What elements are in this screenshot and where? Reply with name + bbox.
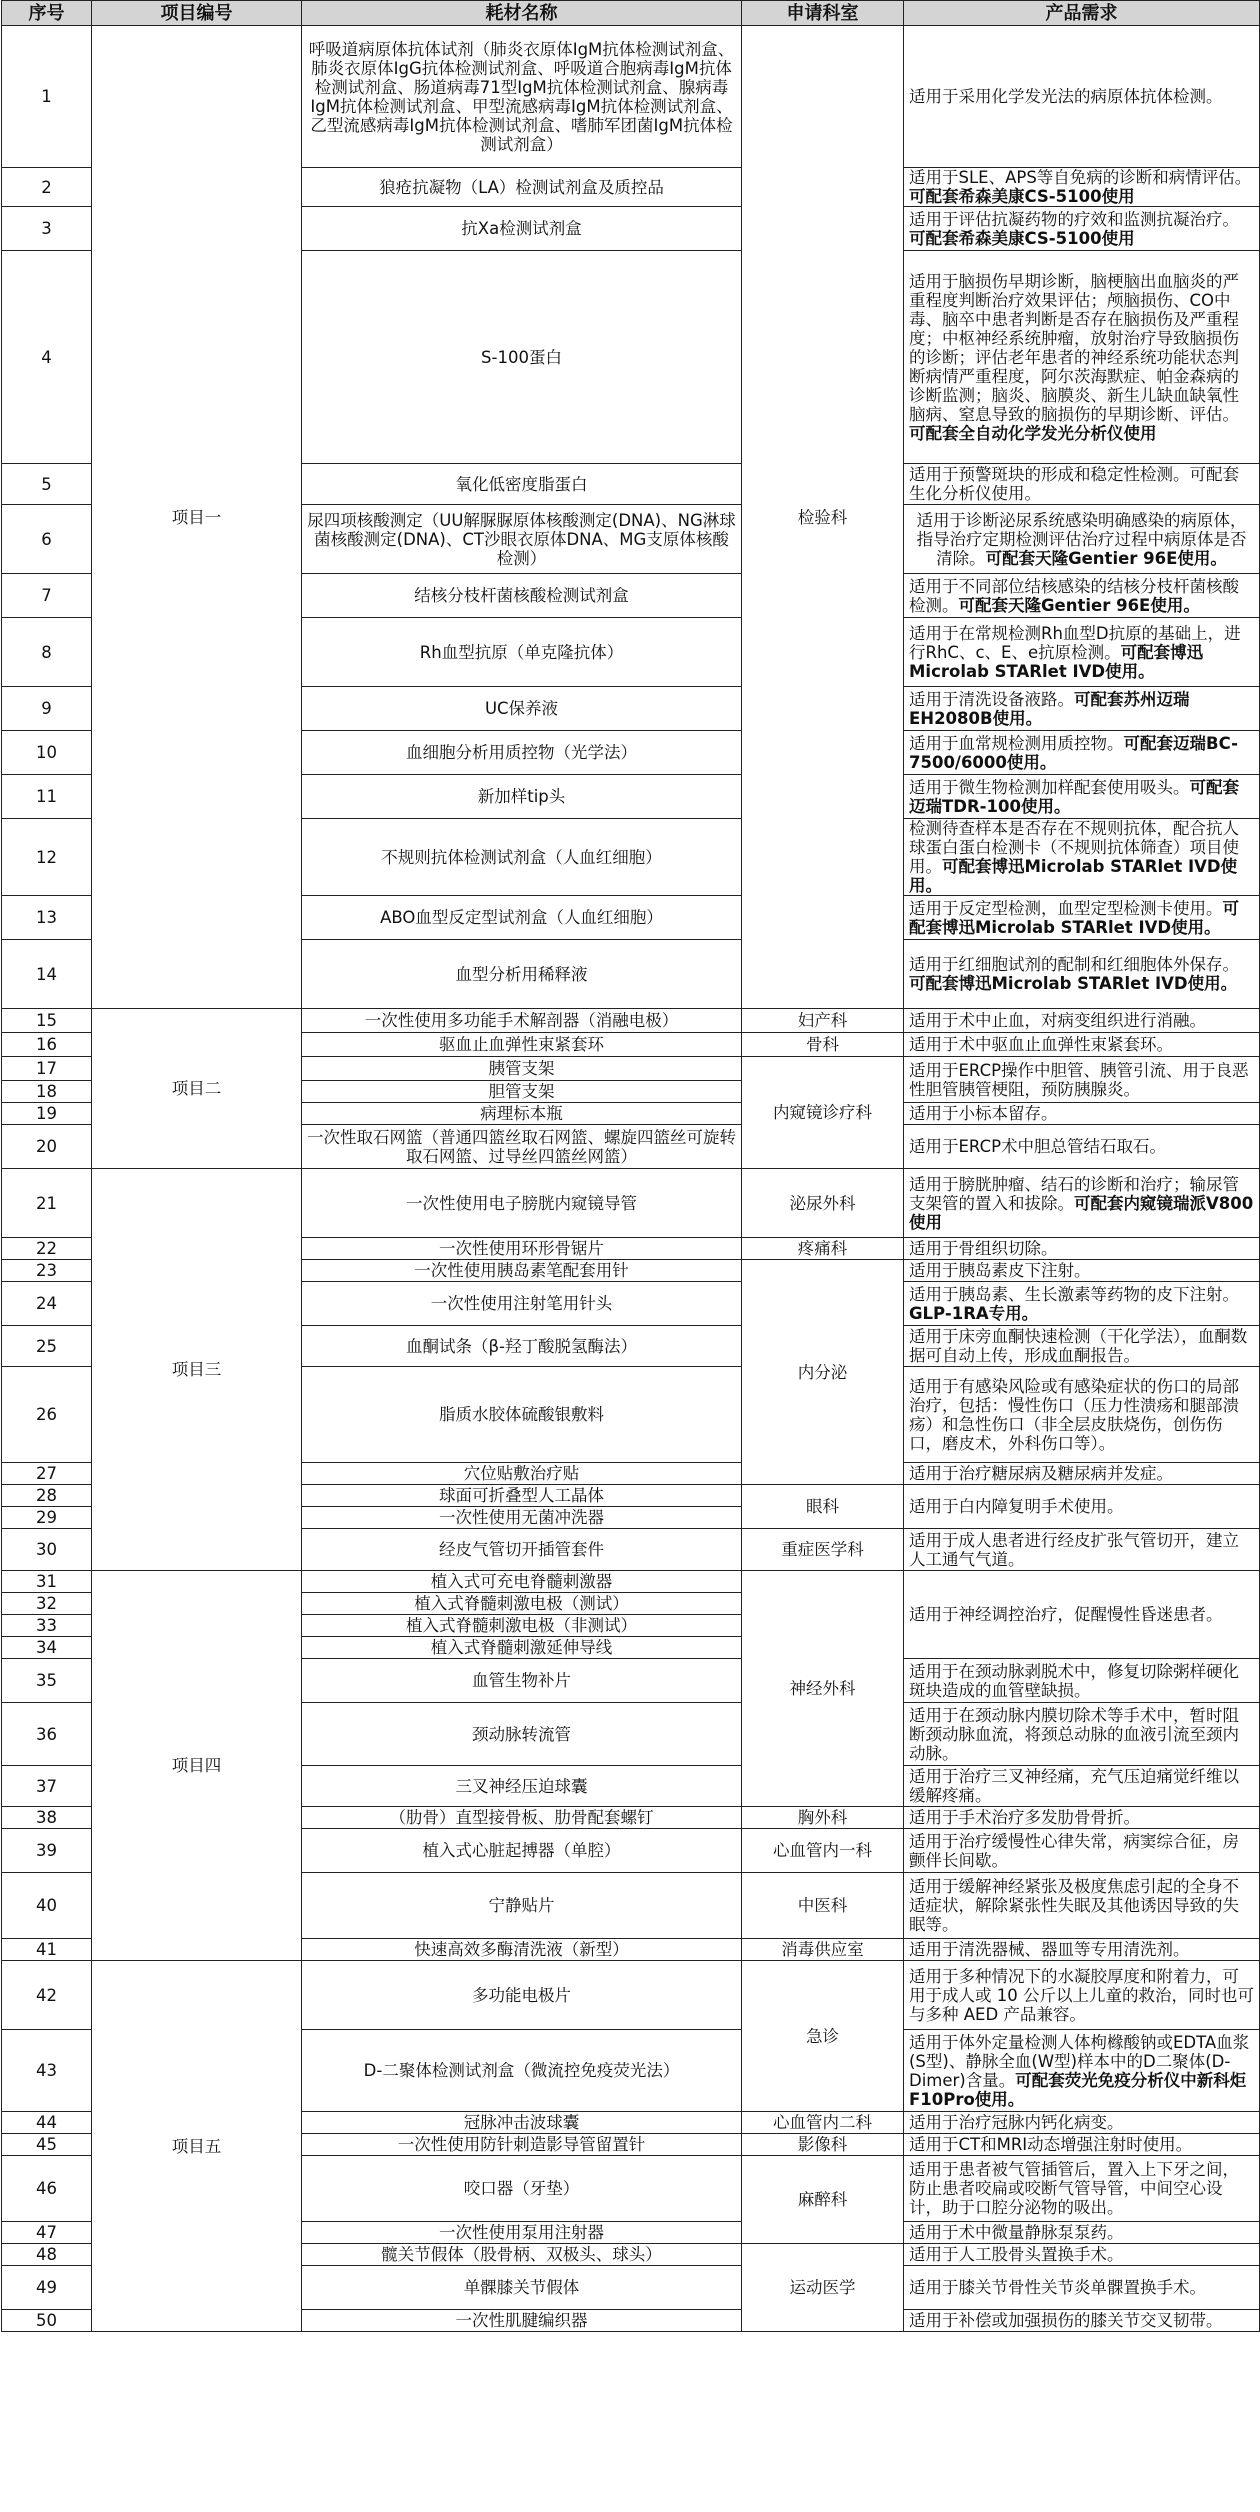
row-number: 44 — [2, 2112, 92, 2134]
requirement-text: 适用于胰岛素、生长激素等药物的皮下注射。 — [909, 1284, 1239, 1304]
requirement-text: 适用于体外定量检测人体枸橼酸钠或EDTA血浆(S型)、静脉全血(W型)样本中的D二聚体(D-Dimer)含量。 — [909, 2032, 1250, 2090]
requirement-cell — [904, 1529, 1260, 1571]
requirement-text: 适用于血常规检测用质控物。 — [909, 733, 1124, 753]
item-name: 植入式脊髓刺激电极（非测试） — [302, 1615, 742, 1637]
requirement-text: 适用于膝关节骨性关节炎单髁置换手术。 — [909, 2278, 1206, 2297]
requirement-cell — [904, 251, 1260, 464]
department-cell: 运动医学 — [742, 2244, 904, 2332]
department-cell: 心血管内一科 — [742, 1829, 904, 1873]
requirement-cell — [904, 1238, 1260, 1260]
item-name: 一次性使用无菌冲洗器 — [302, 1507, 742, 1529]
item-name: 血型分析用稀释液 — [302, 940, 742, 1009]
compatible-device-note: 可配套博迅Microlab STARlet IVD使用。 — [909, 974, 1238, 993]
row-number: 10 — [2, 731, 92, 775]
row-number: 1 — [2, 26, 92, 168]
item-name: 胰管支架 — [302, 1057, 742, 1081]
row-number: 43 — [2, 2030, 92, 2112]
department-cell: 妇产科 — [742, 1009, 904, 1033]
item-name: Rh血型抗原（单克隆抗体） — [302, 618, 742, 687]
item-name: 颈动脉转流管 — [302, 1703, 742, 1766]
row-number: 32 — [2, 1593, 92, 1615]
row-number: 35 — [2, 1659, 92, 1703]
requirement-cell — [904, 1766, 1260, 1807]
department-cell: 急诊 — [742, 1961, 904, 2112]
requirement-text: 适用于微生物检测加样配套使用吸头。 — [909, 777, 1190, 797]
row-number: 49 — [2, 2266, 92, 2310]
compatible-device-note: 可配套迈瑞BC-7500/6000使用。 — [909, 733, 1238, 772]
row-number: 12 — [2, 819, 92, 896]
row-number: 9 — [2, 687, 92, 731]
row-number: 47 — [2, 2222, 92, 2244]
requirement-text: 适用于清洗设备液路。 — [909, 689, 1074, 709]
requirement-cell — [904, 1807, 1260, 1829]
department-cell: 检验科 — [742, 26, 904, 1009]
requirement-cell — [904, 26, 1260, 168]
department-cell: 内窥镜诊疗科 — [742, 1057, 904, 1169]
project-cell: 项目三 — [92, 1169, 302, 1571]
requirement-text: 适用于手术治疗多发肋骨骨折。 — [909, 1808, 1140, 1827]
item-name: 三叉神经压迫球囊 — [302, 1766, 742, 1807]
row-number: 8 — [2, 618, 92, 687]
row-number: 20 — [2, 1125, 92, 1169]
row-number: 16 — [2, 1033, 92, 1057]
item-name: 快速高效多酶清洗液（新型） — [302, 1939, 742, 1961]
requirement-text: 适用于在常规检测Rh血型D抗原的基础上，进行RhC、c、E、e抗原检测。 — [909, 623, 1241, 662]
item-name: 多功能电极片 — [302, 1961, 742, 2030]
row-number: 22 — [2, 1238, 92, 1260]
department-cell: 消毒供应室 — [742, 1939, 904, 1961]
requirement-cell — [904, 505, 1260, 574]
requirement-text: 适用于治疗冠脉内钙化病变。 — [909, 2113, 1124, 2132]
item-name: ABO血型反定型试剂盒（人血红细胞） — [302, 896, 742, 940]
requirement-text: 适用于骨组织切除。 — [909, 1239, 1058, 1258]
item-name: 植入式脊髓刺激延伸导线 — [302, 1637, 742, 1659]
requirement-text: 适用于ERCP操作中胆管、胰管引流、用于良恶性胆管胰管梗阻，预防胰腺炎。 — [909, 1060, 1249, 1099]
requirement-text: 适用于术中驱血止血弹性束紧套环。 — [909, 1035, 1173, 1054]
row-number: 15 — [2, 1009, 92, 1033]
item-name: 呼吸道病原体抗体试剂（肺炎衣原体IgM抗体检测试剂盒、肺炎衣原体IgG抗体检测试剂盒、呼吸道合胞病毒IgM抗体检测试剂盒、肠道病毒71型IgM抗体检测试剂盒、腺病毒IgM抗体检测试剂盒、甲型流感病毒IgM抗体检测试剂盒、乙型流感病毒IgM抗体检测试剂盒、嗜肺军团菌IgM抗体检测试剂盒） — [302, 26, 742, 168]
department-cell: 麻醉科 — [742, 2156, 904, 2244]
row-number: 28 — [2, 1485, 92, 1507]
col-header-dept: 申请科室 — [742, 1, 904, 26]
compatible-device-note: 可配套天隆Gentier 96E使用。 — [985, 548, 1227, 568]
requirement-text: 适用于红细胞试剂的配制和红细胞体外保存。 — [909, 955, 1239, 974]
requirement-cell — [904, 207, 1260, 251]
requirement-cell — [904, 687, 1260, 731]
requirement-cell — [904, 1033, 1260, 1057]
compatible-device-note: 可配套博迅Microlab STARlet IVD使用。 — [909, 898, 1239, 937]
requirement-text: 适用于ERCP术中胆总管结石取石。 — [909, 1137, 1167, 1156]
row-number: 23 — [2, 1260, 92, 1282]
item-name: 一次性使用注射笔用针头 — [302, 1282, 742, 1326]
item-name: 穴位贴敷治疗贴 — [302, 1463, 742, 1485]
requirement-text: 适用于诊断泌尿系统感染明确感染的病原体，指导治疗定期检测评估治疗过程中病原体是否清除。 — [916, 510, 1247, 568]
item-name: 球面可折叠型人工晶体 — [302, 1485, 742, 1507]
requirement-text: 适用于白内障复明手术使用。 — [909, 1497, 1124, 1516]
requirement-cell — [904, 2222, 1260, 2244]
requirement-text: 适用于治疗糖尿病及糖尿病并发症。 — [909, 1464, 1173, 1483]
table-row — [2, 26, 1260, 168]
row-number: 24 — [2, 1282, 92, 1326]
row-number: 46 — [2, 2156, 92, 2222]
item-name: 不规则抗体检测试剂盒（人血红细胞） — [302, 819, 742, 896]
requirement-cell — [904, 1009, 1260, 1033]
item-name: 血酮试条（β-羟丁酸脱氢酶法） — [302, 1326, 742, 1367]
row-number: 31 — [2, 1571, 92, 1593]
requirement-text: 适用于有感染风险或有感染症状的伤口的局部治疗，包括：慢性伤口（压力性溃疡和腿部溃疡）和急性伤口（非全层皮肤烧伤，创伤伤口，磨皮术，外科伤口等）。 — [909, 1376, 1239, 1453]
compatible-device-note: 可配套内窥镜瑞派V800使用 — [909, 1193, 1254, 1232]
item-name: 一次性使用胰岛素笔配套用针 — [302, 1260, 742, 1282]
row-number: 19 — [2, 1103, 92, 1125]
row-number: 17 — [2, 1057, 92, 1081]
requirement-cell — [904, 1829, 1260, 1873]
row-number: 11 — [2, 775, 92, 819]
header-row — [2, 1, 1260, 26]
requirement-text: 适用于小标本留存。 — [909, 1104, 1058, 1123]
table-row — [2, 1169, 1260, 1238]
row-number: 3 — [2, 207, 92, 251]
requirement-text: 检测待查样本是否存在不规则抗体，配合抗人球蛋白蛋白检测卡（不规则抗体筛查）项目使用。 — [909, 819, 1239, 876]
requirement-cell — [904, 2030, 1260, 2112]
requirement-text: 适用于人工股骨头置换手术。 — [909, 2245, 1124, 2264]
row-number: 7 — [2, 574, 92, 618]
department-cell: 内分泌 — [742, 1260, 904, 1485]
row-number: 41 — [2, 1939, 92, 1961]
requirement-cell — [904, 168, 1260, 207]
requirement-text: 适用于膀胱肿瘤、结石的诊断和治疗；输尿管支架管的置入和拔除。 — [909, 1174, 1239, 1213]
col-header-no: 序号 — [2, 1, 92, 26]
col-header-project: 项目编号 — [92, 1, 302, 26]
row-number: 38 — [2, 1807, 92, 1829]
table-row — [2, 1961, 1260, 2030]
requirement-text: 适用于神经调控治疗，促醒慢性昏迷患者。 — [909, 1605, 1223, 1624]
requirement-cell — [904, 896, 1260, 940]
department-cell: 胸外科 — [742, 1807, 904, 1829]
compatible-device-note: 可配套博迅Microlab STARlet IVD使用。 — [909, 642, 1204, 681]
requirement-cell — [904, 1873, 1260, 1939]
requirement-cell — [904, 2112, 1260, 2134]
row-number: 33 — [2, 1615, 92, 1637]
department-cell: 重症医学科 — [742, 1529, 904, 1571]
department-cell: 疼痛科 — [742, 1238, 904, 1260]
row-number: 48 — [2, 2244, 92, 2266]
project-cell: 项目四 — [92, 1571, 302, 1961]
compatible-device-note: 可配套天隆Gentier 96E使用。 — [958, 595, 1200, 615]
row-number: 36 — [2, 1703, 92, 1766]
item-name: 咬口器（牙垫） — [302, 2156, 742, 2222]
item-name: 髋关节假体（股骨柄、双极头、球头） — [302, 2244, 742, 2266]
requirement-text: 适用于术中微量静脉泵泵药。 — [909, 2223, 1124, 2242]
requirement-text: 适用于治疗三叉神经痛，充气压迫痛觉纤维以缓解疼痛。 — [909, 1767, 1239, 1805]
requirement-cell — [904, 1485, 1260, 1529]
item-name: 一次性使用防针刺造影导管留置针 — [302, 2134, 742, 2156]
department-cell: 眼科 — [742, 1485, 904, 1529]
requirement-text: 适用于胰岛素皮下注射。 — [909, 1261, 1091, 1280]
item-name: 尿四项核酸测定（UU解脲脲原体核酸测定(DNA)、NG淋球菌核酸测定(DNA)、CT沙眼衣原体DNA、MG支原体核酸检测） — [302, 505, 742, 574]
procurement-table — [1, 0, 1260, 2332]
row-number: 2 — [2, 168, 92, 207]
requirement-cell — [904, 2310, 1260, 2332]
requirement-cell — [904, 731, 1260, 775]
requirement-cell — [904, 1571, 1260, 1659]
requirement-text: 适用于采用化学发光法的病原体抗体检测。 — [909, 87, 1223, 106]
row-number: 45 — [2, 2134, 92, 2156]
item-name: 植入式脊髓刺激电极（测试） — [302, 1593, 742, 1615]
project-cell: 项目一 — [92, 26, 302, 1009]
item-name: S-100蛋白 — [302, 251, 742, 464]
requirement-cell — [904, 1326, 1260, 1367]
requirement-text: 适用于多种情况下的水凝胶厚度和附着力，可用于成人或 10 公斤以上儿童的救治，同时也可与多种 AED 产品兼容。 — [909, 1966, 1254, 2024]
requirement-cell — [904, 574, 1260, 618]
row-number: 6 — [2, 505, 92, 574]
compatible-device-note: GLP-1RA专用。 — [909, 1303, 1039, 1323]
item-name: 植入式可充电脊髓刺激器 — [302, 1571, 742, 1593]
requirement-cell — [904, 1961, 1260, 2030]
row-number: 30 — [2, 1529, 92, 1571]
item-name: 氧化低密度脂蛋白 — [302, 464, 742, 505]
row-number: 26 — [2, 1367, 92, 1463]
item-name: 植入式心脏起搏器（单腔） — [302, 1829, 742, 1873]
item-name: 血管生物补片 — [302, 1659, 742, 1703]
requirement-text: 适用于清洗器械、器皿等专用清洗剂。 — [909, 1940, 1190, 1959]
col-header-name: 耗材名称 — [302, 1, 742, 26]
row-number: 18 — [2, 1081, 92, 1103]
requirement-cell — [904, 1703, 1260, 1766]
requirement-cell — [904, 2156, 1260, 2222]
department-cell: 中医科 — [742, 1873, 904, 1939]
department-cell: 骨科 — [742, 1033, 904, 1057]
item-name: 抗Xa检测试剂盒 — [302, 207, 742, 251]
requirement-cell — [904, 1367, 1260, 1463]
compatible-device-note: 可配套迈瑞TDR-100使用。 — [909, 777, 1239, 816]
requirement-cell — [904, 1260, 1260, 1282]
requirement-text: 适用于缓解神经紧张及极度焦虑引起的全身不适症状，解除紧张性失眠及其他诱因导致的失眠等。 — [909, 1877, 1239, 1934]
compatible-device-note: 可配套希森美康CS-5100使用 — [909, 187, 1135, 206]
row-number: 40 — [2, 1873, 92, 1939]
project-cell: 项目五 — [92, 1961, 302, 2332]
compatible-device-note: 可配套希森美康CS-5100使用 — [909, 228, 1135, 248]
department-cell: 影像科 — [742, 2134, 904, 2156]
row-number: 14 — [2, 940, 92, 1009]
item-name: UC保养液 — [302, 687, 742, 731]
requirement-text: 适用于在颈动脉剥脱术中，修复切除粥样硬化斑块造成的血管壁缺损。 — [909, 1661, 1239, 1700]
table-row — [2, 1009, 1260, 1033]
requirement-cell — [904, 1169, 1260, 1238]
item-name: （肋骨）直型接骨板、肋骨配套螺钉 — [302, 1807, 742, 1829]
requirement-cell — [904, 1463, 1260, 1485]
requirement-cell — [904, 1057, 1260, 1103]
requirement-text: 适用于评估抗凝药物的疗效和监测抗凝治疗。 — [909, 209, 1239, 229]
row-number: 50 — [2, 2310, 92, 2332]
item-name: 一次性使用环形骨锯片 — [302, 1238, 742, 1260]
row-number: 37 — [2, 1766, 92, 1807]
requirement-text: 适用于不同部位结核感染的结核分枝杆菌核酸检测。 — [909, 576, 1239, 615]
table-row — [2, 1571, 1260, 1593]
requirement-text: 适用于成人患者进行经皮扩张气管切开，建立人工通气气道。 — [909, 1530, 1239, 1569]
item-name: 经皮气管切开插管套件 — [302, 1529, 742, 1571]
compatible-device-note: 可配套博迅Microlab STARlet IVD使用。 — [909, 857, 1238, 895]
item-name: 新加样tip头 — [302, 775, 742, 819]
item-name: 冠脉冲击波球囊 — [302, 2112, 742, 2134]
requirement-text: 适用于患者被气管插管后，置入上下牙之间，防止患者咬扁或咬断气管导管，中间空心设计，助于口腔分泌物的吸出。 — [909, 2160, 1239, 2217]
requirement-text: 适用于床旁血酮快速检测（干化学法），血酮数据可自动上传，形成血酮报告。 — [909, 1327, 1248, 1365]
requirement-cell — [904, 1103, 1260, 1125]
requirement-cell — [904, 1659, 1260, 1703]
item-name: 一次性使用泵用注射器 — [302, 2222, 742, 2244]
item-name: 血细胞分析用质控物（光学法） — [302, 731, 742, 775]
col-header-req: 产品需求 — [904, 1, 1260, 26]
row-number: 25 — [2, 1326, 92, 1367]
row-number: 21 — [2, 1169, 92, 1238]
item-name: 一次性使用多功能手术解剖器（消融电极） — [302, 1009, 742, 1033]
requirement-text: 适用于SLE、APS等自免病的诊断和病情评估。 — [909, 168, 1252, 187]
department-cell: 心血管内二科 — [742, 2112, 904, 2134]
compatible-device-note: 可配套荧光免疫分析仪中新科炬F10Pro使用。 — [909, 2070, 1247, 2109]
requirement-cell — [904, 464, 1260, 505]
item-name: 驱血止血弹性束紧套环 — [302, 1033, 742, 1057]
item-name: 单髁膝关节假体 — [302, 2266, 742, 2310]
requirement-text: 适用于术中止血，对病变组织进行消融。 — [909, 1011, 1206, 1030]
requirement-cell — [904, 1125, 1260, 1169]
item-name: 一次性取石网篮（普通四篮丝取石网篮、螺旋四篮丝可旋转取石网篮、过导丝四篮丝网篮） — [302, 1125, 742, 1169]
item-name: 结核分枝杆菌核酸检测试剂盒 — [302, 574, 742, 618]
requirement-cell — [904, 618, 1260, 687]
department-cell: 神经外科 — [742, 1571, 904, 1807]
requirement-cell — [904, 940, 1260, 1009]
row-number: 42 — [2, 1961, 92, 2030]
department-cell: 泌尿外科 — [742, 1169, 904, 1238]
item-name: 一次性使用电子膀胱内窥镜导管 — [302, 1169, 742, 1238]
requirement-text: 适用于脑损伤早期诊断，脑梗脑出血脑炎的严重程度判断治疗效果评估；颅脑损伤、CO中毒、脑卒中患者判断是否存在脑损伤及严重程度；中枢神经系统肿瘤，放射治疗导致脑损伤的诊断；评估老年患者的神经系统功能状态判断病情严重程度，阿尔茨海默症、帕金森病的诊断监测；脑炎、脑膜炎、新生儿缺血缺氧性脑病、窒息导致的脑损伤的早期诊断、评估。 — [909, 271, 1239, 424]
requirement-cell — [904, 1939, 1260, 1961]
requirement-cell — [904, 2244, 1260, 2266]
requirement-text: 适用于在颈动脉内膜切除术等手术中，暂时阻断颈动脉血流，将颈总动脉的血液引流至颈内动脉。 — [909, 1705, 1239, 1763]
requirement-cell — [904, 819, 1260, 896]
row-number: 27 — [2, 1463, 92, 1485]
item-name: 狼疮抗凝物（LA）检测试剂盒及质控品 — [302, 168, 742, 207]
item-name: 脂质水胶体硫酸银敷料 — [302, 1367, 742, 1463]
item-name: 一次性肌腱编织器 — [302, 2310, 742, 2332]
requirement-text: 适用于治疗缓慢性心律失常，病窦综合征，房颤伴长间歇。 — [909, 1831, 1239, 1870]
item-name: 病理标本瓶 — [302, 1103, 742, 1125]
requirement-text: 适用于补偿或加强损伤的膝关节交叉韧带。 — [909, 2311, 1223, 2330]
requirement-cell — [904, 775, 1260, 819]
compatible-device-note: 可配套全自动化学发光分析仪使用 — [909, 423, 1157, 443]
requirement-text: 适用于反定型检测，血型定型检测卡使用。 — [909, 898, 1223, 918]
row-number: 4 — [2, 251, 92, 464]
requirement-cell — [904, 2134, 1260, 2156]
row-number: 29 — [2, 1507, 92, 1529]
row-number: 34 — [2, 1637, 92, 1659]
requirement-text: 适用于CT和MRI动态增强注射时使用。 — [909, 2135, 1193, 2154]
item-name: D-二聚体检测试剂盒（微流控免疫荧光法） — [302, 2030, 742, 2112]
row-number: 13 — [2, 896, 92, 940]
row-number: 5 — [2, 464, 92, 505]
row-number: 39 — [2, 1829, 92, 1873]
requirement-text: 适用于预警斑块的形成和稳定性检测。可配套生化分析仪使用。 — [909, 465, 1239, 503]
compatible-device-note: 可配套苏州迈瑞EH2080B使用。 — [909, 689, 1190, 728]
item-name: 胆管支架 — [302, 1081, 742, 1103]
item-name: 宁静贴片 — [302, 1873, 742, 1939]
project-cell: 项目二 — [92, 1009, 302, 1169]
requirement-cell — [904, 1282, 1260, 1326]
requirement-cell — [904, 2266, 1260, 2310]
